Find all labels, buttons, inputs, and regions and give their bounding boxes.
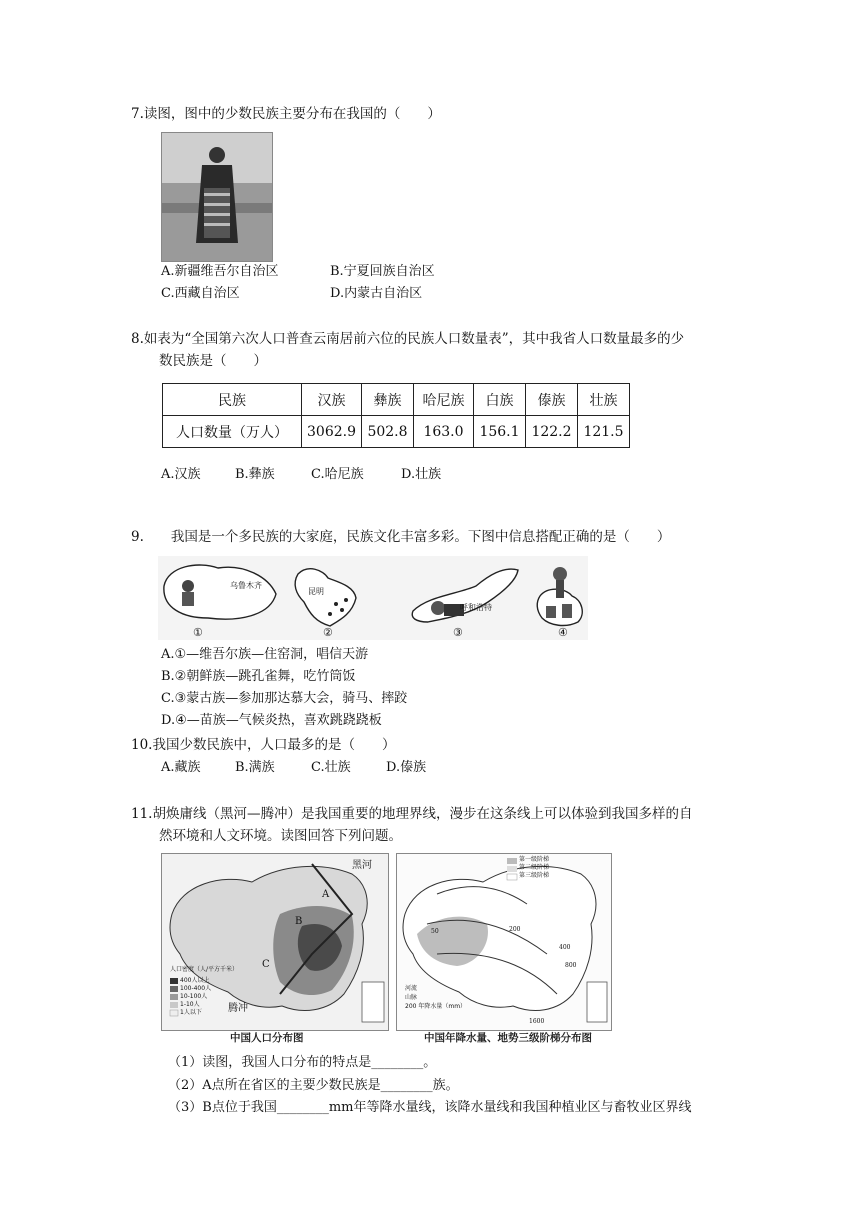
map-number-2: ② [323,626,333,639]
q11-stem-line1: 11.胡焕庸线（黑河—腾冲）是我国重要的地理界线，漫步在这条线上可以体验到我国多样的自 [131,806,693,822]
legend-item: 400人以上 [180,977,210,984]
legend-item: 1人以下 [180,1009,202,1016]
legend-item: 第一级阶梯 [519,856,550,863]
table-cell: 163.0 [414,416,474,448]
q7-option-a: A.新疆维吾尔自治区 [161,264,279,279]
table-cell: 3062.9 [302,416,362,448]
table-cell: 502.8 [362,416,414,448]
q8-stem-line1: 8.如表为“全国第六次人口普查云南居前六位的民族人口数量表”，其中我省人口数量最多的少 [131,331,685,347]
q8-option-b: B.彝族 [235,467,275,482]
terrain-legend [519,856,549,880]
precip-legend [405,984,466,1011]
precipitation-map [396,853,612,1031]
table-row-label: 人口数量（万人） [163,416,302,448]
map-number-1: ① [193,626,203,639]
map-label-kunming: 昆明 [308,587,324,596]
tibetan-woman-illustration [162,133,272,261]
map-point-b: B [295,916,303,927]
map-label-heihe: 黑河 [352,860,372,871]
table-row [163,416,630,448]
map-label-hohhot: 呼和浩特 [460,603,492,612]
q10-option-c: C.壮族 [311,760,351,775]
tibetan-woman-photo [161,132,273,262]
table-header-label: 民族 [163,384,302,416]
ethnic-maps-strip [158,556,588,640]
q9-option-a: A.①—维吾尔族—住窑洞，唱信天游 [161,647,369,662]
legend-item: 第三级阶梯 [519,872,550,879]
legend-item: 200 年降水量（mm） [405,1003,467,1010]
table-col-head: 傣族 [526,384,578,416]
q9-option-c: C.③蒙古族—参加那达慕大会，骑马、摔跤 [161,691,408,706]
population-map [161,853,389,1031]
contour-label: 200 [509,926,521,933]
q10-option-a: A.藏族 [161,760,201,775]
map-label-tengchong: 腾冲 [228,1003,248,1014]
legend-item: 第二级阶梯 [519,864,550,871]
map-label-urumqi: 乌鲁木齐 [230,581,262,590]
legend-item: 山脉 [405,994,418,1001]
map-point-a: A [322,889,330,900]
table-col-head: 哈尼族 [414,384,474,416]
population-legend [180,977,211,1017]
contour-label: 800 [565,962,577,969]
table-col-head: 壮族 [578,384,630,416]
q10-option-b: B.满族 [235,760,275,775]
q11-sub-3: （3）B点位于我国________mm年等降水量线，该降水量线和我国种植业区与畜牧业区界线 [168,1100,692,1115]
map-number-4: ④ [558,626,568,639]
legend-item: 10-100人 [180,993,208,1000]
table-cell: 156.1 [474,416,526,448]
q9-option-d: D.④—苗族—气候炎热，喜欢跳跷跷板 [161,713,382,728]
q8-option-a: A.汉族 [161,467,201,482]
legend-item: 河流 [405,985,418,992]
population-table [162,383,630,448]
contour-label: 50 [431,928,439,935]
table-col-head: 白族 [474,384,526,416]
q9-stem: 9. 我国是一个多民族的大家庭，民族文化丰富多彩。下图中信息搭配正确的是（ ） [131,529,671,545]
q10-option-d: D.傣族 [386,760,427,775]
map-number-3: ③ [453,626,463,639]
q7-stem: 7.读图，图中的少数民族主要分布在我国的（ ） [131,106,441,122]
contour-label: 1600 [529,1018,545,1025]
population-map-caption: 中国人口分布图 [230,1032,304,1044]
q11-sub-2: （2）A点所在省区的主要少数民族是________族。 [168,1078,459,1093]
table-col-head: 汉族 [302,384,362,416]
table-cell: 121.5 [578,416,630,448]
legend-item: 100-400人 [180,985,212,992]
q8-stem-line2: 数民族是（ ） [159,353,267,369]
q7-option-b: B.宁夏回族自治区 [330,264,435,279]
q11-sub-1: （1）读图，我国人口分布的特点是________。 [168,1055,437,1070]
q10-stem: 10.我国少数民族中，人口最多的是（ ） [131,737,396,753]
legend-item: 1-10人 [180,1001,200,1008]
legend-title: 人口密度（人/平方千米） [170,966,239,973]
table-cell: 122.2 [526,416,578,448]
q7-option-d: D.内蒙古自治区 [330,286,423,301]
contour-label: 400 [559,944,571,951]
map-point-c: C [262,959,270,970]
q11-stem-line2: 然环境和人文环境。读图回答下列问题。 [159,828,402,844]
q7-option-c: C.西藏自治区 [161,286,240,301]
precipitation-map-caption: 中国年降水量、地势三级阶梯分布图 [424,1032,592,1044]
q8-option-d: D.壮族 [401,467,442,482]
table-col-head: 彝族 [362,384,414,416]
ethnic-maps-illustration [158,556,588,640]
q8-option-c: C.哈尼族 [311,467,364,482]
q9-option-b: B.②朝鲜族—跳孔雀舞，吃竹筒饭 [161,669,356,684]
table-row [163,384,630,416]
